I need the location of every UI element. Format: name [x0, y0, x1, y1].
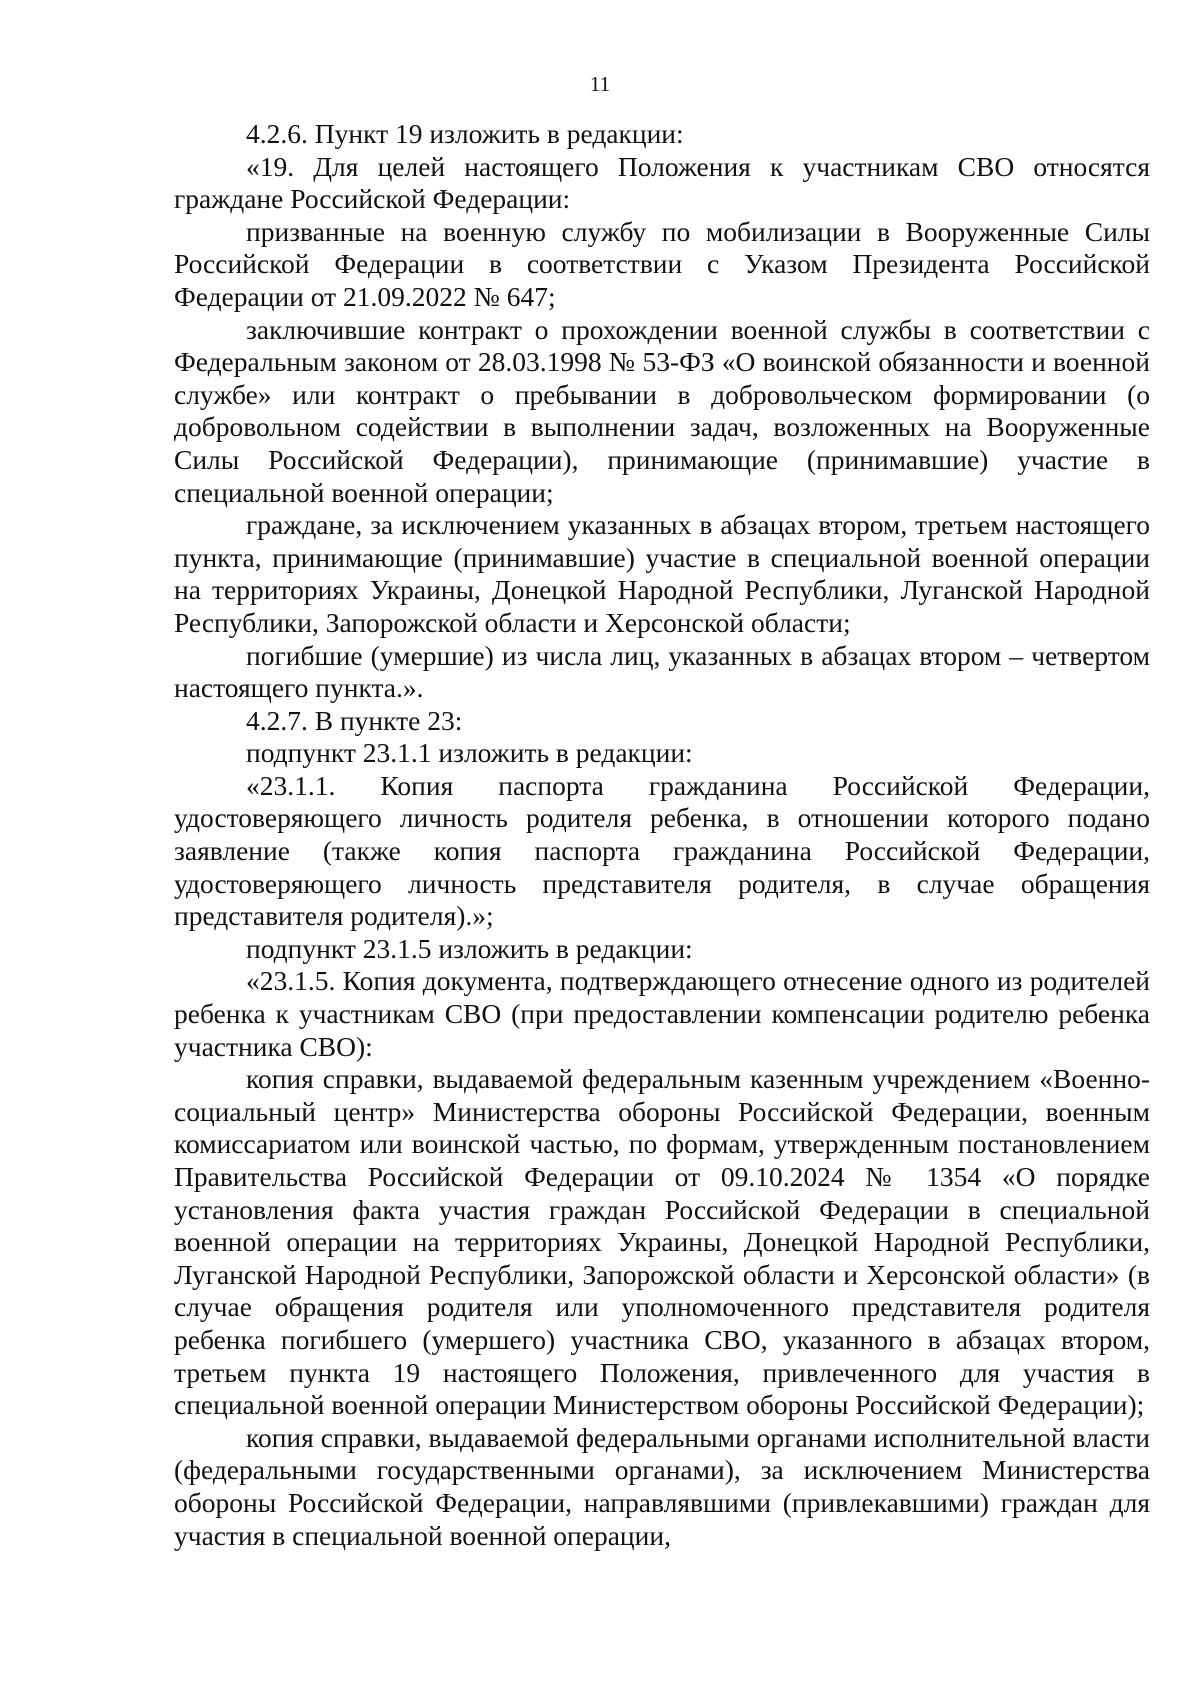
- paragraph-subitem-23-1-1: «23.1.1. Копия паспорта гражданина Российской Федерации, удостоверяющего личность родителя ребенка, в отношении которого подано заявление (также копия паспорта гражданина Российской Федерации, удостоверяющего личность представителя родителя, в случае обращения представителя родителя).»;: [174, 769, 1150, 932]
- paragraph-item-19-intro: «19. Для целей настоящего Положения к участникам СВО относятся граждане Российской Федерации:: [174, 150, 1150, 215]
- paragraph-contract: заключившие контракт о прохождении военной службы в соответствии с Федеральным законом от 28.03.1998 № 53-ФЗ «О воинской обязанности и военной службе» или контракт о пребывании в добровольческом формировании (о добровольном содействии в выполнении задач, возложенных на Вооруженные Силы Российской Федерации), принимающие (принимавшие) участие в специальной военной операции;: [174, 313, 1150, 508]
- paragraph-certificate-federal-bodies: копия справки, выдаваемой федеральными органами исполнительной власти (федеральными государственными органами), за исключением Министерства обороны Российской Федерации, направлявшими (привлекавшими) граждан для участия в специальной военной операции,: [174, 1421, 1150, 1551]
- paragraph-deceased: погибшие (умершие) из числа лиц, указанных в абзацах втором – четвертом настоящего пункта.».: [174, 639, 1150, 704]
- page-number: 11: [589, 72, 611, 96]
- paragraph-item-4-2-6: 4.2.6. Пункт 19 изложить в редакции:: [246, 118, 684, 149]
- paragraph-subitem-23-1-5: «23.1.5. Копия документа, подтверждающего отнесение одного из родителей ребенка к участникам СВО (при предоставлении компенсации родителю ребенка участника СВО):: [174, 965, 1150, 1062]
- paragraph-other-citizens: граждане, за исключением указанных в абзацах втором, третьем настоящего пункта, принимающие (принимавшие) участие в специальной военной операции на территориях Украины, Донецкой Народной Республики, Луганской Народной Республики, Запорожской области и Херсонской области;: [174, 509, 1150, 638]
- paragraph-item-4-2-7: 4.2.7. В пункте 23:: [246, 704, 463, 736]
- document-body: [174, 118, 1150, 1552]
- paragraph-subitem-23-1-1-intro: подпункт 23.1.1 изложить в редакции:: [246, 737, 693, 769]
- paragraph-subitem-23-1-5-intro: подпункт 23.1.5 изложить в редакции:: [246, 932, 693, 964]
- paragraph-certificate-military-center: копия справки, выдаваемой федеральным казенным учреждением «Военно-социальный центр» Министерства обороны Российской Федерации, военным комиссариатом или воинской частью, по формам, утвержденным постановлением Правительства Российской Федерации от 09.10.2024 № 1354 «О порядке установления факта участия граждан Российской Федерации в специальной военной операции на территориях Украины, Донецкой Народной Республики, Луганской Народной Республики, Запорожской области и Херсонской области» (в случае обращения родителя или уполномоченного представителя родителя ребенка погибшего (умершего) участника СВО, указанного в абзацах втором, третьем пункта 19 настоящего Положения, привлеченного для участия в специальной военной операции Министерством обороны Российской Федерации);: [174, 1063, 1150, 1421]
- paragraph-mobilized: призванные на военную службу по мобилизации в Вооруженные Силы Российской Федерации в соответствии с Указом Президента Российской Федерации от 21.09.2022 № 647;: [174, 215, 1150, 312]
